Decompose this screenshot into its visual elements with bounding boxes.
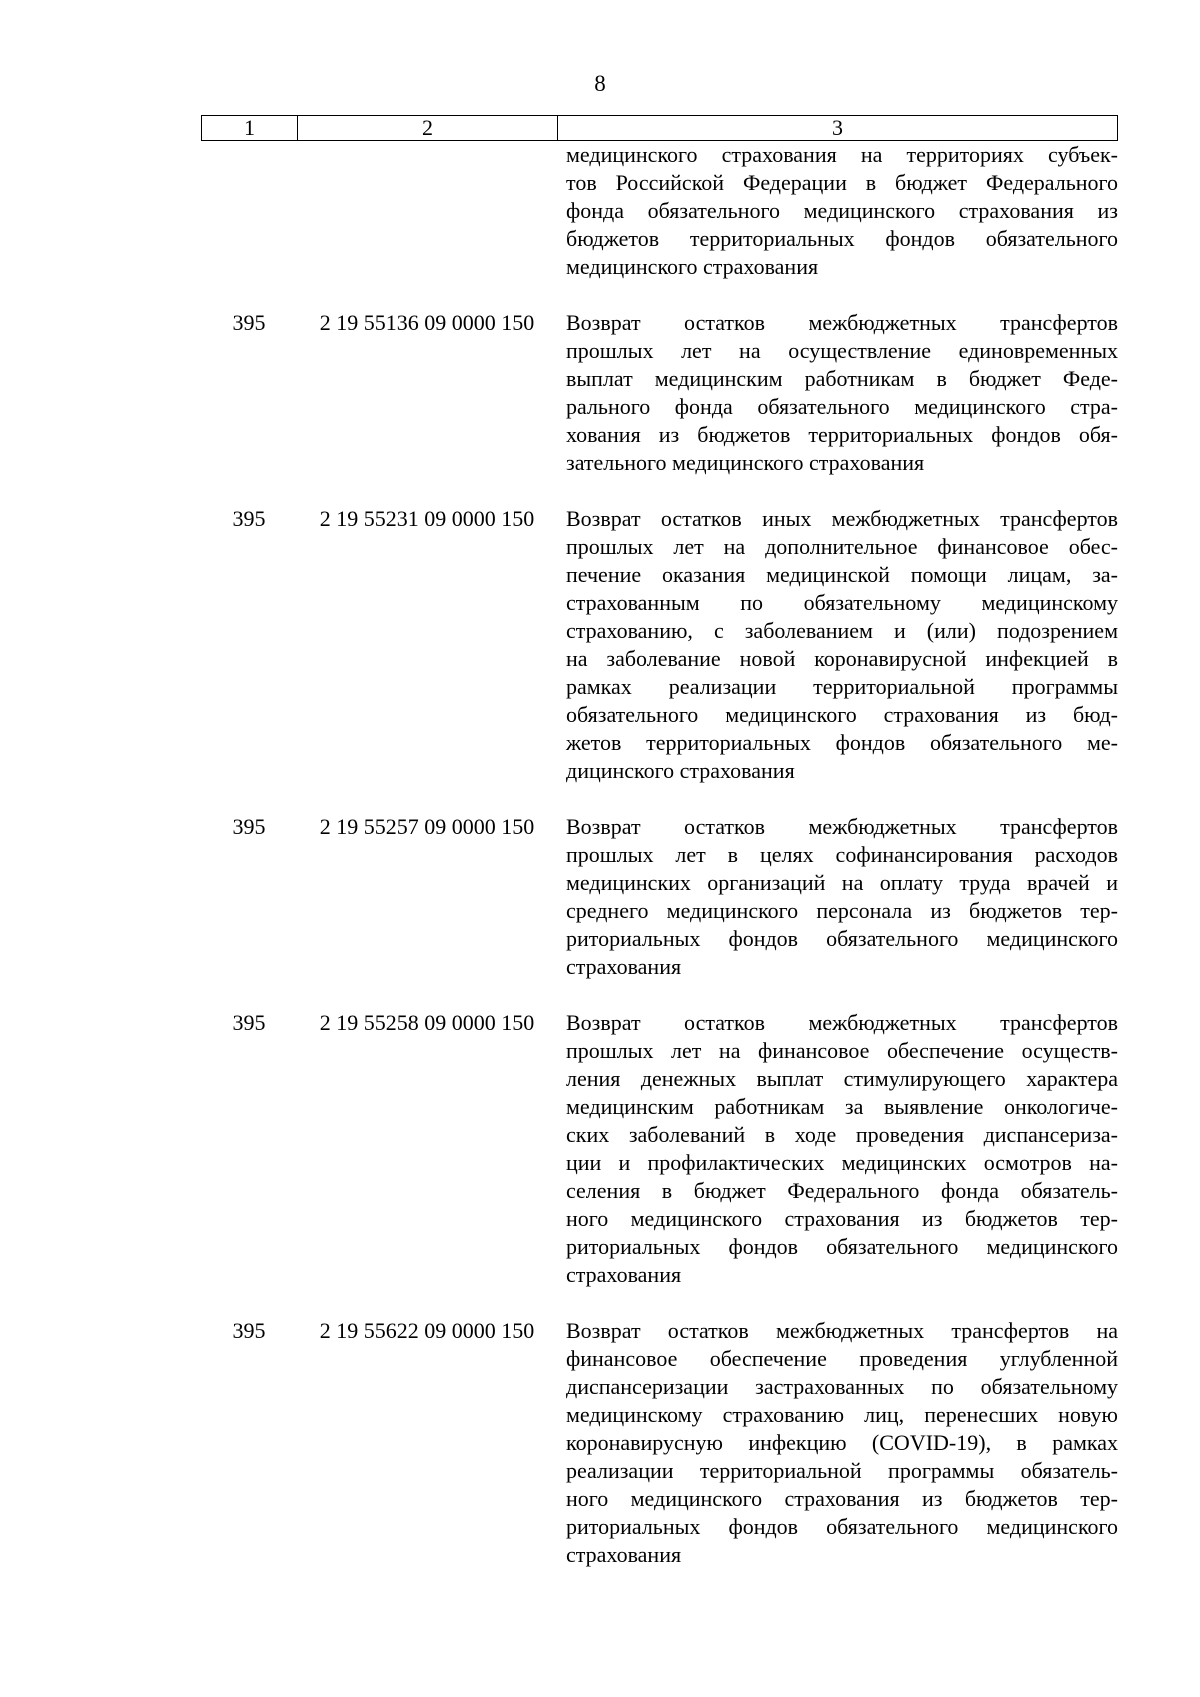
description-line: обязательного медицинского страхования из бюд- — [566, 702, 1118, 727]
description-line: фонда обязательного медицинского страхования из — [566, 198, 1118, 223]
description-line: выплат медицинским работникам в бюджет Феде- — [566, 366, 1118, 391]
description-cell — [566, 1009, 1118, 1289]
description-line: риториальных фондов обязательного медицинского — [566, 926, 1118, 951]
admin-code-cell: 395 — [232, 814, 266, 839]
description-line: Возврат остатков иных межбюджетных трансфертов — [566, 506, 1118, 531]
description-line: селения в бюджет Федерального фонда обязатель- — [566, 1178, 1118, 1203]
budget-code-cell: 2 19 55622 09 0000 150 — [319, 1318, 535, 1343]
table-header-row — [201, 115, 1118, 141]
description-line: коронавирусную инфекцию (COVID-19), в рамках — [566, 1430, 1118, 1455]
budget-code-cell: 2 19 55258 09 0000 150 — [319, 1010, 535, 1035]
description-line: печение оказания медицинской помощи лицам, за- — [566, 562, 1118, 587]
header-col-2: 2 — [298, 116, 558, 140]
description-line: медицинского страхования на территориях субъек- — [566, 142, 1118, 167]
admin-code-cell: 395 — [232, 1318, 266, 1343]
admin-code-cell: 395 — [232, 506, 266, 531]
description-line: медицинским работникам за выявление онкологиче- — [566, 1094, 1118, 1119]
admin-code-cell: 395 — [232, 310, 266, 335]
description-line: бюджетов территориальных фондов обязательного — [566, 226, 1118, 251]
description-cell — [566, 813, 1118, 981]
description-line: на заболевание новой коронавирусной инфекцией в — [566, 646, 1118, 671]
description-line: страхования — [566, 954, 682, 979]
description-cell — [566, 141, 1118, 281]
table-row — [0, 141, 1200, 281]
description-line: хования из бюджетов территориальных фондов обя- — [566, 422, 1118, 447]
description-line: Возврат остатков межбюджетных трансфертов — [566, 814, 1118, 839]
table-row — [0, 505, 1200, 785]
description-line: медицинскому страхованию лиц, перенесших новую — [566, 1402, 1118, 1427]
page-number: 8 — [594, 71, 606, 96]
description-line: страхованию, с заболеванием и (или) подозрением — [566, 618, 1118, 643]
description-line: ции и профилактических медицинских осмотров на- — [566, 1150, 1118, 1175]
description-line: жетов территориальных фондов обязательного ме- — [566, 730, 1118, 755]
description-line: зательного медицинского страхования — [566, 450, 925, 475]
header-col-3: 3 — [832, 115, 843, 140]
description-line: среднего медицинского персонала из бюджетов тер- — [566, 898, 1118, 923]
table-row — [0, 813, 1200, 981]
description-line: прошлых лет на осуществление единовременных — [566, 338, 1118, 363]
description-line: прошлых лет в целях софинансирования расходов — [566, 842, 1118, 867]
budget-code-cell: 2 19 55231 09 0000 150 — [319, 506, 535, 531]
budget-code-cell: 2 19 55136 09 0000 150 — [319, 310, 535, 335]
description-line: медицинского страхования — [566, 254, 819, 279]
description-line: прошлых лет на финансовое обеспечение осуществ- — [566, 1038, 1118, 1063]
description-line: страхованным по обязательному медицинскому — [566, 590, 1118, 615]
budget-code-cell: 2 19 55257 09 0000 150 — [319, 814, 535, 839]
description-line: риториальных фондов обязательного медицинского — [566, 1514, 1118, 1539]
table-row — [0, 1009, 1200, 1289]
description-line: медицинских организаций на оплату труда врачей и — [566, 870, 1118, 895]
description-line: прошлых лет на дополнительное финансовое обес- — [566, 534, 1118, 559]
description-line: риториальных фондов обязательного медицинского — [566, 1234, 1118, 1259]
description-line: ских заболеваний в ходе проведения диспансериза- — [566, 1122, 1118, 1147]
description-line: Возврат остатков межбюджетных трансфертов — [566, 310, 1118, 335]
description-line: рамках реализации территориальной программы — [566, 674, 1118, 699]
table-body — [0, 141, 1200, 1597]
table-row — [0, 309, 1200, 477]
description-line: рального фонда обязательного медицинского стра- — [566, 394, 1118, 419]
admin-code-cell: 395 — [232, 1010, 266, 1035]
description-line: ного медицинского страхования из бюджетов тер- — [566, 1206, 1118, 1231]
description-line: Возврат остатков межбюджетных трансфертов — [566, 1010, 1118, 1035]
description-line: дицинского страхования — [566, 758, 795, 783]
description-line: диспансеризации застрахованных по обязательному — [566, 1374, 1118, 1399]
description-cell — [566, 1317, 1118, 1569]
table-row — [0, 1317, 1200, 1569]
description-line: ления денежных выплат стимулирующего характера — [566, 1066, 1118, 1091]
description-line: Возврат остатков межбюджетных трансфертов на — [566, 1318, 1118, 1343]
description-line: финансовое обеспечение проведения углубленной — [566, 1346, 1118, 1371]
description-cell — [566, 309, 1118, 477]
header-col-1: 1 — [202, 116, 298, 140]
description-line: тов Российской Федерации в бюджет Федерального — [566, 170, 1118, 195]
description-line: страхования — [566, 1262, 682, 1287]
description-line: ного медицинского страхования из бюджетов тер- — [566, 1486, 1118, 1511]
description-cell — [566, 505, 1118, 785]
description-line: реализации территориальной программы обязатель- — [566, 1458, 1118, 1483]
description-line: страхования — [566, 1542, 682, 1567]
